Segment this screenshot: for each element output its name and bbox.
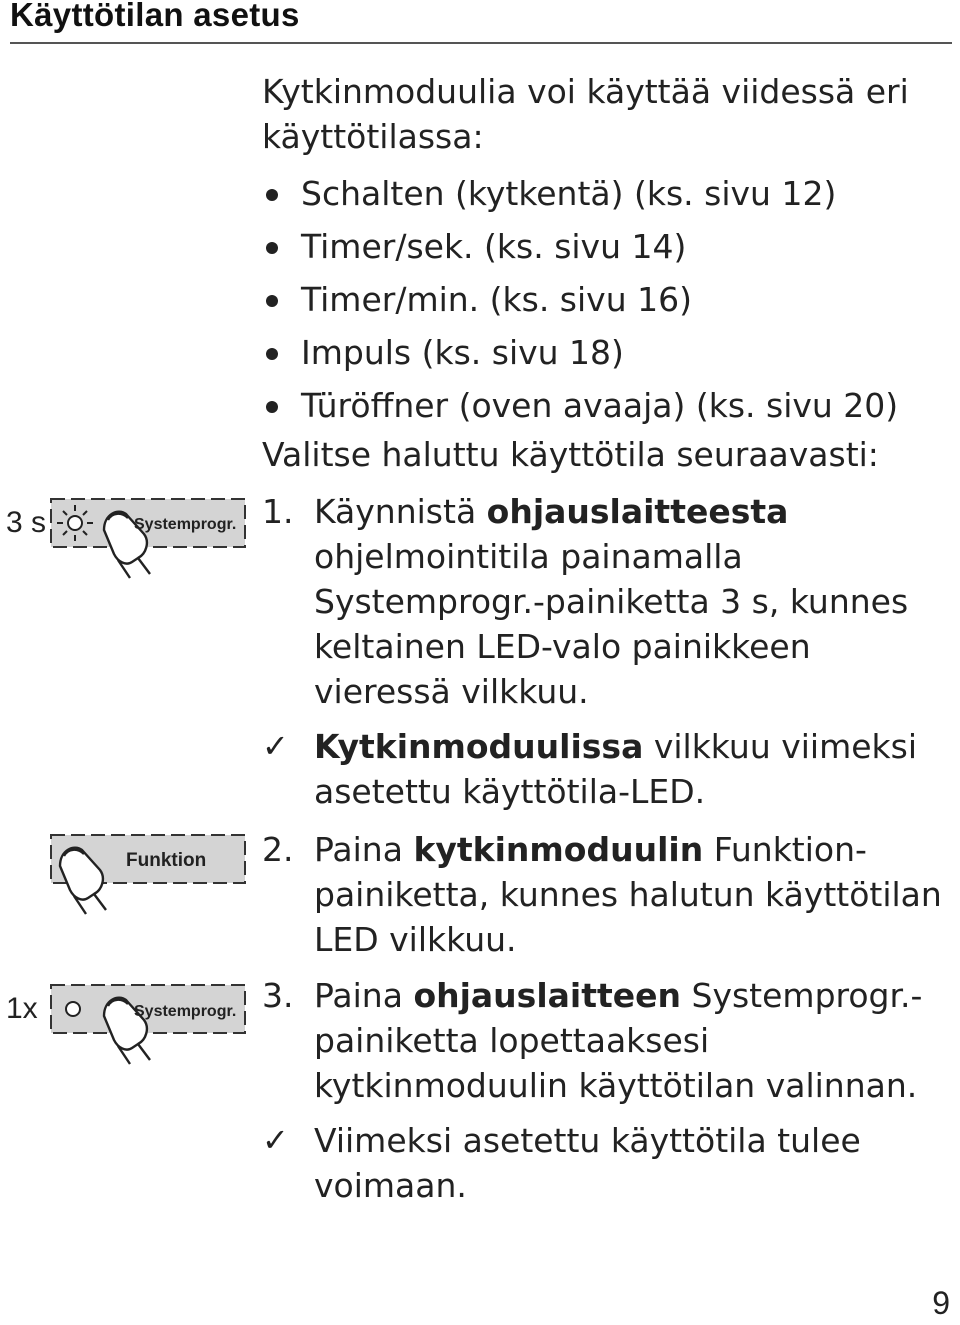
page-title: Käyttötilan asetus [10,0,300,33]
step-1-result-bold: Kytkinmoduulissa [314,727,644,766]
step-1-text [314,489,908,714]
step-2-number: 2. [262,830,294,869]
step-1-line-3: Systemprogr.-painiketta 3 s, kunnes [314,582,909,621]
step-3-line-2: painiketta lopettaaksesi [314,1021,710,1060]
hold-duration-label: 3 s [6,506,47,539]
systemprogr-press-illustration-2 [46,976,250,1066]
page-number: 9 [932,1285,950,1321]
step-2-pre: Paina [314,830,414,869]
intro-text [262,69,909,159]
step-1-pre: Käynnistä [314,492,487,531]
step-1-bold: ohjauslaitteesta [486,492,789,531]
intro-line-2: käyttötilassa: [262,117,484,156]
step-1-check-icon: ✓ [262,727,289,765]
mode-list [262,167,898,432]
systemprogr-button-1-label: Systemprogr. [134,516,237,533]
step-3-text [314,973,922,1108]
title-divider [10,42,952,44]
press-count-label: 1x [6,992,38,1025]
funktion-press-illustration [46,826,250,916]
systemprogr-button-2-label: Systemprogr. [134,1003,237,1020]
mode-item-timer-sek: Timer/sek. (ks. sivu 14) [262,220,898,273]
step-3-bold: ohjauslaitteen [413,976,682,1015]
step-3-result [314,1118,861,1208]
intro-line-1: Kytkinmoduulia voi käyttää viidessä eri [262,72,909,111]
step-3-post: Systemprogr.- [681,976,923,1015]
mode-item-schalten: Schalten (kytkentä) (ks. sivu 12) [262,167,898,220]
led-off-icon [66,1002,80,1016]
mode-item-impuls: Impuls (ks. sivu 18) [262,326,898,379]
funktion-button-label: Funktion [126,850,207,871]
step-2-text [314,827,942,962]
systemprogr-press-illustration [46,490,250,580]
step-3-check-icon: ✓ [262,1121,289,1159]
step-1-result [314,724,917,814]
step-2-line-2: painiketta, kunnes halutun käyttötilan [314,875,942,914]
mode-item-timer-min: Timer/min. (ks. sivu 16) [262,273,898,326]
step-3-result-line-2: voimaan. [314,1166,467,1205]
mode-item-tueroeffner: Türöffner (oven avaaja) (ks. sivu 20) [262,379,898,432]
step-2-bold: kytkinmoduulin [413,830,704,869]
step-3-number: 3. [262,976,294,1015]
step-1-number: 1. [262,492,294,531]
step-1-line-2: ohjelmointitila painamalla [314,537,743,576]
step-2-post: Funktion- [703,830,867,869]
step-2-line-3: LED vilkkuu. [314,920,517,959]
select-intro: Valitse haluttu käyttötila seuraavasti: [262,435,879,474]
step-1-result-rest: vilkkuu viimeksi [643,727,918,766]
step-3-result-line-1: Viimeksi asetettu käyttötila tulee [314,1121,861,1160]
step-3-line-3: kytkinmoduulin käyttötilan valinnan. [314,1066,918,1105]
step-3-pre: Paina [314,976,414,1015]
step-1-line-5: vieressä vilkkuu. [314,672,589,711]
step-1-line-4: keltainen LED-valo painikkeen [314,627,811,666]
step-1-result-line-2: asetettu käyttötila-LED. [314,772,706,811]
